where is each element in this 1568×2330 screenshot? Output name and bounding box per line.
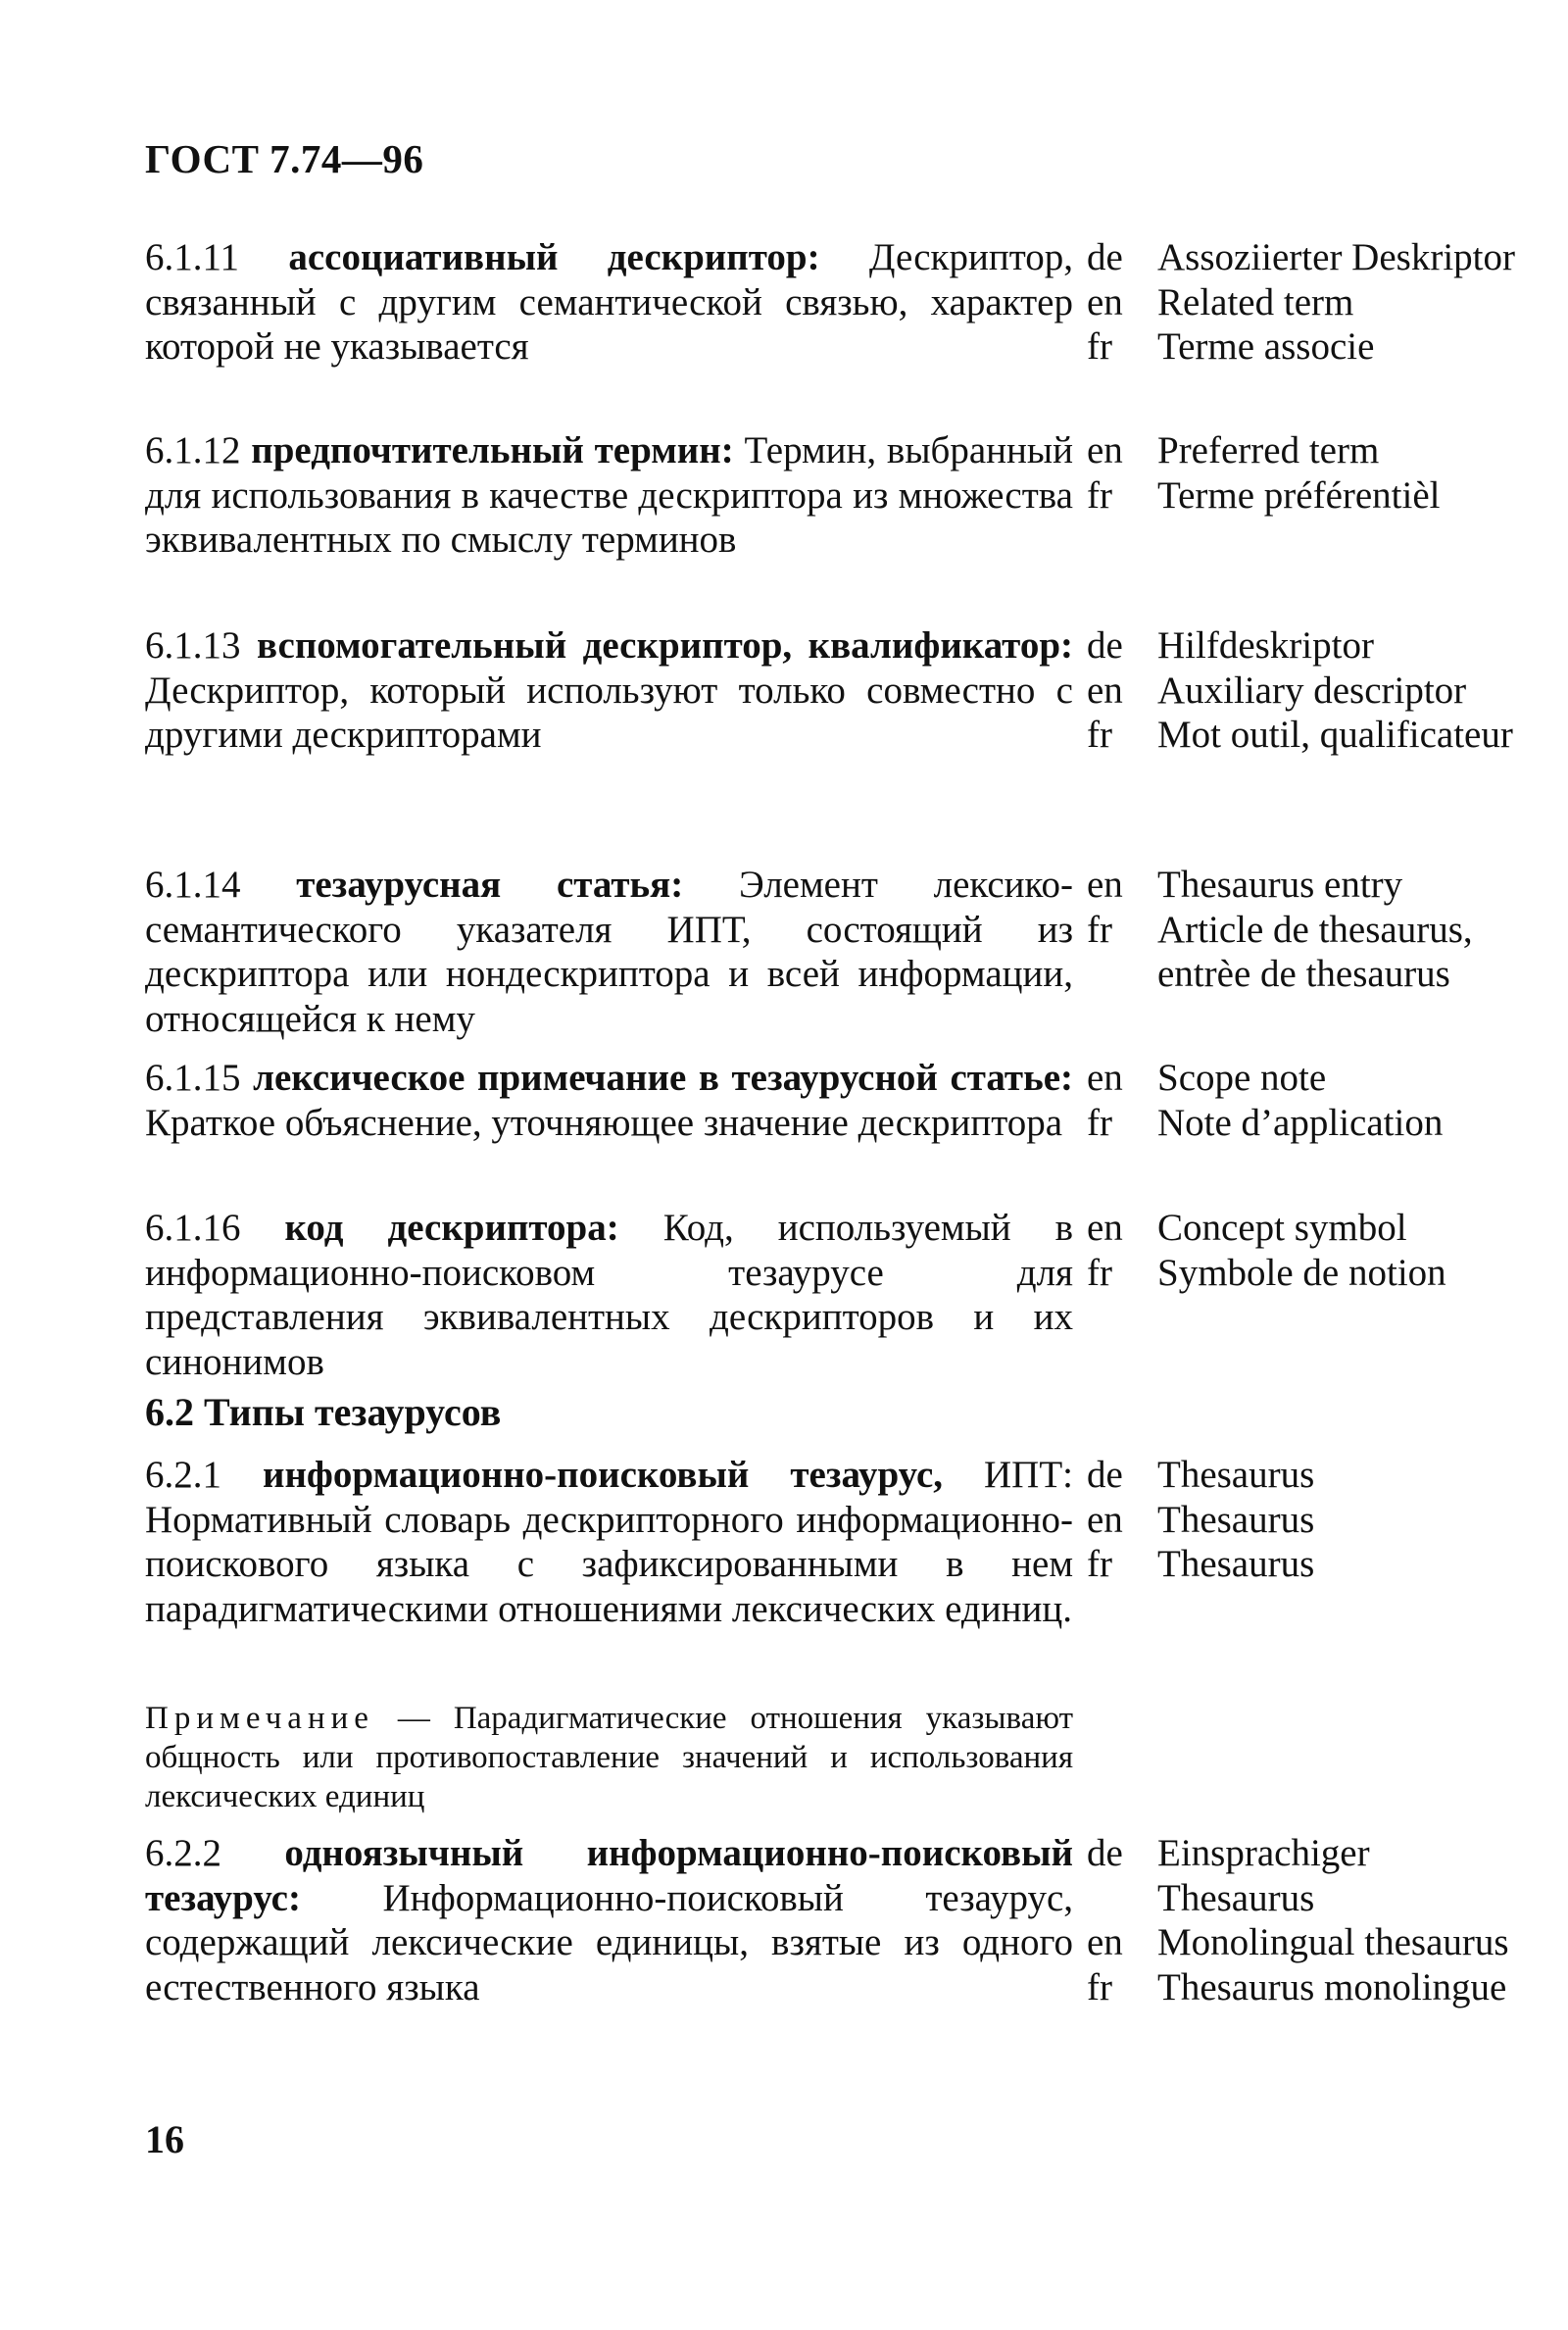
lang-code: fr: [1087, 714, 1112, 756]
term-number: 6.2.2: [145, 1832, 221, 1874]
lang-code: de: [1087, 236, 1123, 278]
page-number: 16: [145, 2117, 184, 2161]
term-definition-block: [145, 428, 1073, 563]
equivalent-term: Symbole de notion: [1157, 1251, 1446, 1294]
term-definition-block: [145, 1056, 1073, 1145]
equivalent-term: Related term: [1157, 280, 1354, 323]
equivalent-term: Hilfdeskriptor: [1157, 624, 1374, 667]
lang-code: en: [1087, 280, 1123, 323]
term-name: предпочтительный термин:: [251, 429, 734, 471]
equivalent-row: [1087, 1920, 1518, 1965]
equivalent-row: [1087, 669, 1518, 714]
lang-code: fr: [1087, 1543, 1112, 1585]
lang-code: fr: [1087, 473, 1112, 517]
equivalent-row: [1087, 908, 1518, 997]
term-number: 6.1.14: [145, 864, 241, 906]
term-equivalents: [1087, 235, 1518, 370]
term-name: ассоциативный дескриптор:: [288, 236, 820, 278]
equivalent-row: [1087, 235, 1518, 280]
equivalent-term: Concept symbol: [1157, 1207, 1407, 1249]
equivalent-row: [1087, 1101, 1518, 1146]
equivalent-term: Monolingual thesaurus: [1157, 1921, 1509, 1963]
term-definition: Дескриптор, который используют только совместно с другими дескрипторами: [145, 669, 1073, 756]
equivalent-row: [1087, 1831, 1518, 1920]
lang-code: de: [1087, 1454, 1123, 1496]
equivalent-row: [1087, 1542, 1518, 1587]
term-definition-block: [145, 1453, 1073, 1631]
lang-code: fr: [1087, 325, 1112, 368]
term-definition: Дескриптор, связанный с другим семантической связью, характер которой не указывается: [145, 236, 1074, 368]
lang-code: fr: [1087, 908, 1112, 951]
term-name: лексическое примечание в тезаурусной статье:: [253, 1057, 1074, 1099]
equivalent-row: [1087, 324, 1518, 370]
term-definition-block: [145, 235, 1073, 370]
equivalent-row: [1087, 713, 1518, 758]
lang-code: fr: [1087, 1965, 1112, 2008]
term-name: тезаурусная статья:: [296, 864, 684, 906]
term-number: 6.1.16: [145, 1207, 241, 1249]
equivalent-row: [1087, 473, 1518, 519]
lang-code: fr: [1087, 1251, 1112, 1294]
equivalent-row: [1087, 1965, 1518, 2010]
term-number: 6.1.11: [145, 236, 240, 278]
term-equivalents: [1087, 1206, 1518, 1295]
term-name: одноязычный информационно-поисковый тезаурус:: [145, 1832, 1074, 1919]
equivalent-row: [1087, 428, 1518, 473]
term-number: 6.1.12: [145, 429, 241, 471]
lang-code: en: [1087, 1207, 1123, 1249]
equivalent-row: [1087, 1453, 1518, 1498]
equivalent-row: [1087, 863, 1518, 908]
term-definition-block: [145, 623, 1073, 758]
lang-code: en: [1087, 669, 1123, 712]
term-name: код дескриптора:: [284, 1207, 619, 1249]
section-heading: 6.2 Типы тезаурусов: [145, 1390, 502, 1434]
equivalent-term: Mot outil, qualificateur: [1157, 714, 1513, 756]
term-equivalents: [1087, 863, 1518, 997]
term-equivalents: [1087, 1056, 1518, 1145]
equivalent-term: Terme associe: [1157, 325, 1375, 368]
lang-code: en: [1087, 1498, 1123, 1541]
term-number: 6.2.1: [145, 1454, 221, 1496]
term-equivalents: [1087, 1453, 1518, 1587]
term-equivalents: [1087, 428, 1518, 518]
lang-code: fr: [1087, 1101, 1112, 1144]
note-label: Примечание: [145, 1701, 374, 1736]
equivalent-row: [1087, 1251, 1518, 1296]
term-number: 6.1.15: [145, 1057, 241, 1099]
term-definition-block: [145, 1206, 1073, 1384]
term-definition-block: [145, 1831, 1073, 2009]
term-number: 6.1.13: [145, 624, 241, 667]
equivalent-row: [1087, 1056, 1518, 1101]
equivalent-row: [1087, 1206, 1518, 1251]
equivalent-term: Terme préférentièl: [1157, 473, 1441, 517]
lang-code: en: [1087, 864, 1123, 906]
term-definition-block: [145, 863, 1073, 1041]
lang-code: en: [1087, 1057, 1123, 1099]
equivalent-row: [1087, 280, 1518, 325]
term-definition: Элемент лексико-семантического указателя ИПТ, состоящий из дескриптора или нондескриптора и всей информации, относящейся к нему: [145, 864, 1073, 1040]
term-definition: Код, используемый в информационно-поисковом тезаурусе для представления эквивалентных дескрипторов и их синонимов: [145, 1207, 1074, 1383]
term-equivalents: [1087, 623, 1518, 758]
equivalent-term: Thesaurus monolingue: [1157, 1965, 1507, 2008]
equivalent-row: [1087, 1498, 1518, 1543]
equivalent-term: Thesaurus: [1157, 1498, 1315, 1541]
term-definition: Краткое объяснение, уточняющее значение дескриптора: [145, 1101, 1063, 1144]
note-block: [145, 1699, 1073, 1816]
term-definition: Информационно-поисковый тезаурус, содержащий лексические единицы, взятые из одного естественного языка: [145, 1876, 1073, 2008]
equivalent-term: Thesaurus entry: [1157, 864, 1403, 906]
term-definition: Термин, выбранный для использования в качестве дескриптора из множества эквивалентных по смыслу терминов: [145, 429, 1073, 561]
equivalent-term: Thesaurus: [1157, 1454, 1315, 1496]
lang-code: de: [1087, 1832, 1123, 1874]
term-name: вспомогательный дескриптор, квалификатор:: [256, 624, 1074, 667]
document-header: ГОСТ 7.74—96: [145, 136, 424, 181]
term-name: информационно-поисковый тезаурус,: [262, 1454, 944, 1496]
equivalent-term: Scope note: [1157, 1057, 1327, 1099]
lang-code: en: [1087, 1921, 1123, 1963]
equivalent-term: Thesaurus: [1157, 1543, 1315, 1585]
equivalent-term: Preferred term: [1157, 429, 1380, 471]
equivalent-term: Auxiliary descriptor: [1157, 669, 1467, 712]
equivalent-term: Article de thesaurus, entrèe de thesaurus: [1157, 908, 1473, 995]
term-equivalents: [1087, 1831, 1518, 2009]
equivalent-term: Assoziierter Deskriptor: [1157, 236, 1515, 278]
lang-code: de: [1087, 624, 1123, 667]
lang-code: en: [1087, 429, 1123, 471]
equivalent-term: Note d’application: [1157, 1101, 1444, 1144]
note-text: — Парадигматические отношения указывают общность или противопоставление значений и использования лексических единиц: [145, 1701, 1073, 1814]
equivalent-term: Einsprachiger Thesaurus: [1157, 1832, 1370, 1919]
equivalent-row: [1087, 623, 1518, 669]
term-definition: ИПТ: Нормативный словарь дескрипторного информационно-поискового языка с зафиксированными в нем парадигматическими отношениями лексических единиц.: [145, 1454, 1074, 1630]
